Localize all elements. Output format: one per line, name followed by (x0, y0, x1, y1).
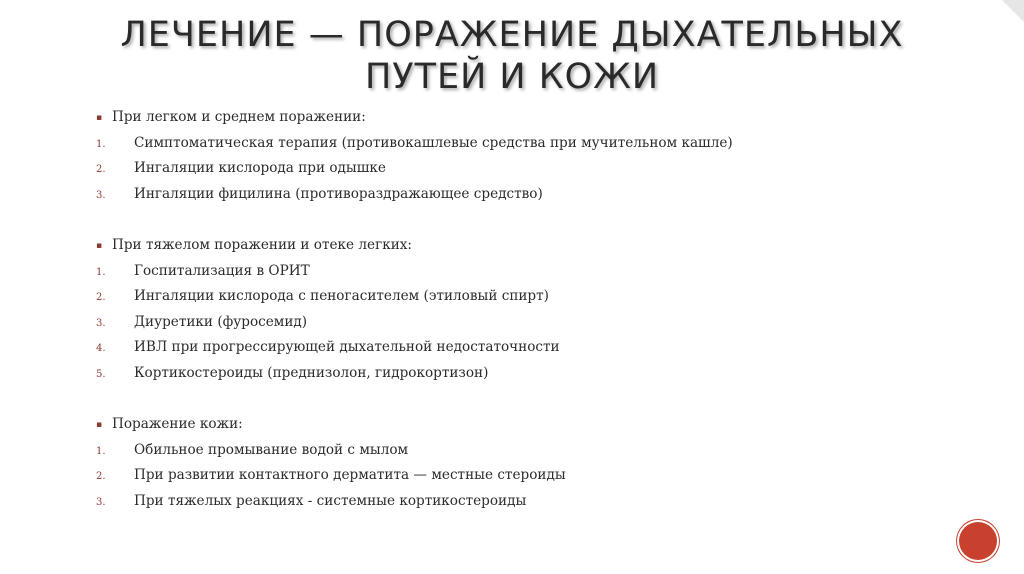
list-item-text: Ингаляции кислорода при одышке (134, 160, 386, 176)
list-item (96, 131, 916, 157)
section-heading-text: Поражение кожи: (112, 416, 243, 432)
list-item (96, 463, 916, 489)
list-item (96, 156, 916, 182)
list-item-text: Обильное промывание водой с мылом (134, 441, 409, 458)
list-item (96, 310, 916, 336)
section-heading (96, 412, 916, 438)
title-line-1: ЛЕЧЕНИЕ — ПОРАЖЕНИЕ ДЫХАТЕЛЬНЫХ (120, 15, 904, 55)
list-item-text: Симптоматическая терапия (противокашлевые средства при мучительном кашле) (134, 134, 733, 151)
list-number: 2. (96, 164, 106, 175)
title-line-2: ПУТЕЙ И КОЖИ (364, 57, 660, 97)
list-item-text: Ингаляции фицилина (противораздражающее средство) (134, 185, 543, 202)
list-number: 1. (96, 266, 106, 278)
section-severe (96, 233, 916, 386)
list-item (96, 361, 916, 387)
list-number: 4. (96, 343, 106, 354)
list-number: 3. (96, 189, 106, 201)
bullet-icon: ▪ (96, 241, 103, 251)
bullet-icon: ▪ (96, 420, 103, 430)
list-number: 5. (96, 368, 106, 380)
bullet-icon: ▪ (96, 113, 103, 123)
list-item-text: Ингаляции кислорода с пеногасителем (этиловый спирт) (134, 288, 549, 304)
section-skin (96, 412, 916, 514)
list-item-text: При тяжелых реакциях - системные кортикостероиды (134, 492, 527, 509)
list-number: 1. (96, 138, 106, 150)
list-item (96, 438, 916, 464)
section-heading (96, 233, 916, 259)
section-mild (96, 105, 916, 207)
list-item-text: Госпитализация в ОРИТ (134, 262, 310, 279)
section-heading (96, 105, 916, 131)
list-number: 3. (96, 317, 106, 329)
list-item-text: Диуретики (фуросемид) (134, 313, 308, 330)
list-item (96, 284, 916, 310)
slide-content (96, 105, 916, 514)
list-item (96, 259, 916, 285)
list-item-text: ИВЛ при прогрессирующей дыхательной недостаточности (134, 339, 560, 355)
slide-badge-circle-icon[interactable] (959, 522, 997, 560)
section-heading-text: При легком и среднем поражении: (112, 109, 366, 125)
page-title (100, 14, 924, 98)
section-heading-text: При тяжелом поражении и отеке легких: (112, 237, 412, 253)
list-number: 1. (96, 445, 106, 457)
list-number: 3. (96, 496, 106, 508)
list-item (96, 182, 916, 208)
list-item (96, 335, 916, 361)
list-number: 2. (96, 471, 106, 482)
list-item-text: Кортикостероиды (преднизолон, гидрокортизон) (134, 364, 489, 381)
list-item-text: При развитии контактного дерматита — местные стероиды (134, 467, 566, 483)
corner-decoration (1002, 0, 1024, 22)
list-item (96, 489, 916, 515)
list-number: 2. (96, 292, 106, 303)
